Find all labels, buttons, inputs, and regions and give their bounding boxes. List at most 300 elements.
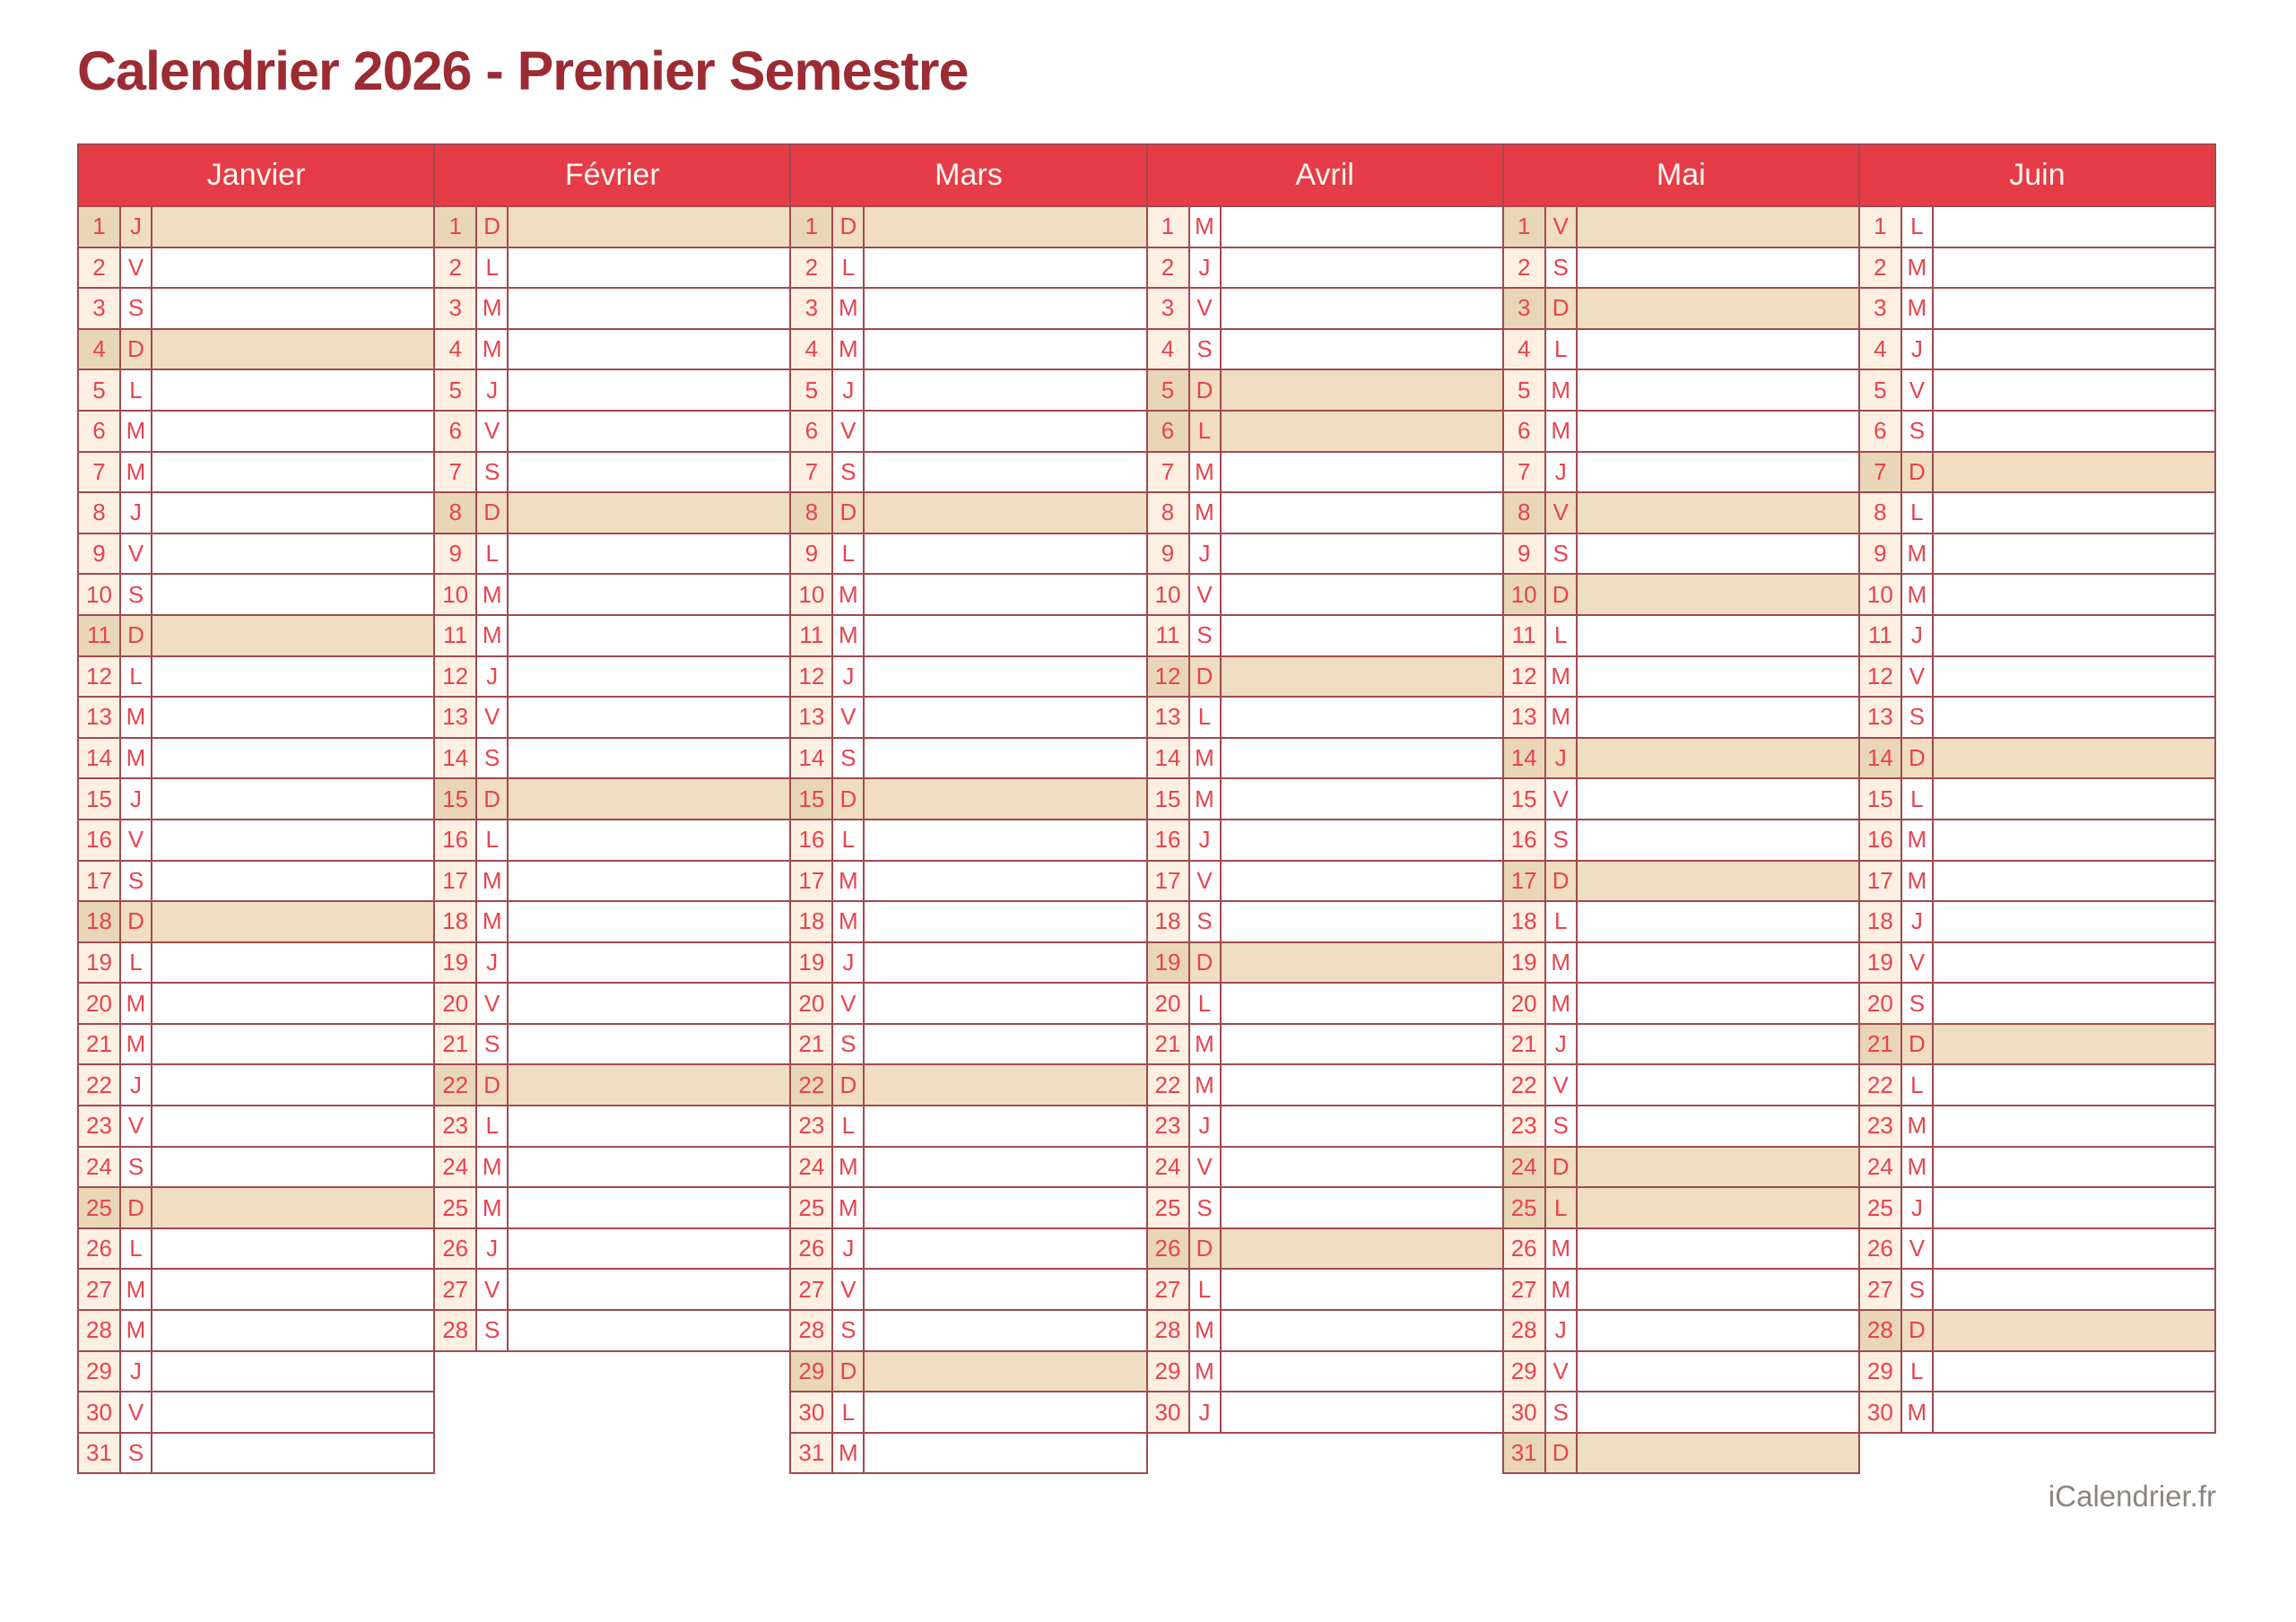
day-letter: M [121, 1311, 152, 1350]
day-letter: J [477, 370, 509, 410]
day-letter: M [833, 616, 865, 655]
day-row [79, 1268, 433, 1309]
day-number: 22 [1504, 1065, 1546, 1105]
day-letter: M [833, 1148, 865, 1187]
day-note [1934, 1106, 2214, 1146]
day-number: 31 [79, 1434, 121, 1473]
day-row [435, 533, 789, 574]
day-row [1860, 1309, 2214, 1350]
day-note [865, 248, 1145, 288]
day-letter: V [833, 698, 865, 737]
day-row [79, 860, 433, 901]
day-number: 1 [1504, 207, 1546, 247]
day-note [865, 1106, 1145, 1146]
day-row [435, 900, 789, 941]
day-note [1578, 1065, 1858, 1105]
day-number: 18 [1504, 902, 1546, 941]
day-note [1578, 1106, 1858, 1146]
day-letter: L [477, 820, 509, 860]
day-letter: M [1546, 943, 1578, 983]
day-row [791, 819, 1145, 860]
day-number: 10 [791, 575, 833, 614]
day-note [509, 289, 789, 328]
day-note [152, 739, 433, 778]
day-letter: D [1902, 1311, 1934, 1350]
day-number: 6 [1860, 412, 1902, 451]
day-letter: V [1546, 779, 1578, 819]
day-number: 3 [1504, 289, 1546, 328]
day-note [865, 1311, 1145, 1350]
day-letter: L [833, 820, 865, 860]
day-number: 12 [435, 657, 477, 697]
day-note [1578, 289, 1858, 328]
day-note [152, 248, 433, 288]
day-number: 5 [1504, 370, 1546, 410]
day-note [1578, 330, 1858, 369]
day-letter: L [477, 1106, 509, 1146]
day-note [865, 657, 1145, 697]
day-letter: S [477, 739, 509, 778]
day-number: 9 [1148, 534, 1190, 574]
day-note [865, 820, 1145, 860]
day-number: 13 [1148, 698, 1190, 737]
day-letter: L [833, 1392, 865, 1432]
day-letter: M [1902, 862, 1934, 901]
day-letter: M [1546, 657, 1578, 697]
day-note [509, 248, 789, 288]
day-number: 15 [791, 779, 833, 819]
day-row [1504, 205, 1858, 247]
day-letter: M [477, 902, 509, 941]
day-number: 7 [1860, 453, 1902, 492]
day-note [865, 1352, 1145, 1392]
day-number: 6 [791, 412, 833, 451]
day-note [1222, 862, 1502, 901]
day-number: 13 [79, 698, 121, 737]
day-note [509, 862, 789, 901]
day-letter: M [833, 1434, 865, 1473]
day-note [865, 1270, 1145, 1309]
day-row [1504, 451, 1858, 492]
day-note [1934, 820, 2214, 860]
day-number: 2 [435, 248, 477, 288]
day-note [1578, 1392, 1858, 1432]
day-letter: M [477, 575, 509, 614]
day-row [1860, 655, 2214, 697]
day-row [1504, 737, 1858, 778]
day-row [1504, 491, 1858, 533]
day-row [1504, 328, 1858, 369]
day-row [1504, 941, 1858, 983]
day-letter: L [121, 1229, 152, 1269]
day-note [865, 330, 1145, 369]
day-letter: M [1190, 207, 1222, 247]
day-row [1504, 1432, 1858, 1473]
day-number: 29 [791, 1352, 833, 1392]
day-number: 7 [1504, 453, 1546, 492]
day-letter: D [1190, 370, 1222, 410]
day-letter: L [1546, 616, 1578, 655]
day-note [509, 1270, 789, 1309]
day-note [152, 657, 433, 697]
day-note [1578, 370, 1858, 410]
day-number: 7 [79, 453, 121, 492]
day-row [791, 410, 1145, 451]
day-row [1504, 1063, 1858, 1105]
day-letter: M [1902, 575, 1934, 614]
day-note [152, 330, 433, 369]
day-row [1860, 614, 2214, 655]
day-letter: M [833, 862, 865, 901]
day-note [152, 207, 433, 247]
day-note [865, 1148, 1145, 1187]
day-number: 25 [79, 1188, 121, 1227]
day-number: 25 [791, 1188, 833, 1227]
day-note [1222, 330, 1502, 369]
day-note [1578, 862, 1858, 901]
day-number: 2 [1148, 248, 1190, 288]
day-row [79, 737, 433, 778]
day-row [1860, 573, 2214, 614]
day-row [1504, 860, 1858, 901]
day-number: 11 [791, 616, 833, 655]
day-note [1578, 412, 1858, 451]
day-letter: L [1902, 1065, 1934, 1105]
day-row [791, 1432, 1145, 1473]
day-letter: D [121, 902, 152, 941]
day-note [1222, 493, 1502, 533]
day-number: 21 [791, 1025, 833, 1064]
day-letter: M [1190, 1311, 1222, 1350]
day-row [791, 614, 1145, 655]
day-letter: M [121, 412, 152, 451]
day-number: 17 [79, 862, 121, 901]
day-letter: S [1190, 330, 1222, 369]
day-number: 20 [791, 984, 833, 1023]
day-number: 10 [435, 575, 477, 614]
day-letter: L [1546, 1188, 1578, 1227]
day-letter: S [1546, 1106, 1578, 1146]
day-number: 20 [435, 984, 477, 1023]
day-note [1578, 902, 1858, 941]
day-letter: M [1190, 1025, 1222, 1064]
day-row [79, 533, 433, 574]
day-note [509, 453, 789, 492]
day-row [435, 1105, 789, 1146]
day-number: 20 [1148, 984, 1190, 1023]
day-note [509, 1148, 789, 1187]
day-row [791, 1391, 1145, 1432]
day-letter: V [121, 820, 152, 860]
day-row [1504, 1391, 1858, 1432]
day-note [509, 1188, 789, 1227]
day-number: 5 [1148, 370, 1190, 410]
day-number: 24 [1860, 1148, 1902, 1187]
day-note [1222, 575, 1502, 614]
day-number: 27 [79, 1270, 121, 1309]
day-letter: S [121, 862, 152, 901]
day-row [1504, 247, 1858, 288]
day-row [1148, 941, 1502, 983]
day-note [509, 1311, 789, 1350]
day-letter: M [1902, 534, 1934, 574]
day-note [152, 534, 433, 574]
day-note [152, 370, 433, 410]
day-number: 19 [1504, 943, 1546, 983]
day-row [1148, 1063, 1502, 1105]
day-row [791, 737, 1145, 778]
day-row [791, 1227, 1145, 1269]
day-letter: V [1190, 1148, 1222, 1187]
footer-brand-link[interactable]: iCalendrier.fr [2048, 1479, 2216, 1513]
day-letter: M [1902, 820, 1934, 860]
day-row [1148, 573, 1502, 614]
day-row [79, 369, 433, 410]
day-row [1504, 533, 1858, 574]
day-letter: M [121, 984, 152, 1023]
day-note [152, 1065, 433, 1105]
day-letter: V [833, 412, 865, 451]
day-letter: L [1902, 779, 1934, 819]
day-row [1148, 1391, 1502, 1432]
day-note [1934, 862, 2214, 901]
day-note [1222, 902, 1502, 941]
day-number: 12 [79, 657, 121, 697]
day-note [1934, 984, 2214, 1023]
day-row [791, 1186, 1145, 1227]
day-number: 1 [791, 207, 833, 247]
day-letter: M [1902, 289, 1934, 328]
day-letter: J [477, 943, 509, 983]
day-number: 19 [1860, 943, 1902, 983]
day-row [79, 410, 433, 451]
day-row [1504, 614, 1858, 655]
day-note [152, 289, 433, 328]
day-number: 20 [1504, 984, 1546, 1023]
day-letter: L [1546, 330, 1578, 369]
day-note [1934, 1270, 2214, 1309]
day-letter: S [1190, 1188, 1222, 1227]
day-letter: M [1546, 698, 1578, 737]
day-row [79, 205, 433, 247]
day-letter: M [1902, 248, 1934, 288]
day-letter: M [1190, 1065, 1222, 1105]
day-note [865, 1065, 1145, 1105]
day-number: 22 [79, 1065, 121, 1105]
day-letter: M [833, 1188, 865, 1227]
day-note [152, 1188, 433, 1227]
day-row [1504, 1268, 1858, 1309]
day-letter: D [1546, 575, 1578, 614]
day-letter: M [121, 1270, 152, 1309]
day-row [1148, 1309, 1502, 1350]
day-row [1148, 205, 1502, 247]
day-number: 26 [435, 1229, 477, 1269]
day-row [1504, 655, 1858, 697]
day-row [791, 860, 1145, 901]
day-number: 26 [1504, 1229, 1546, 1269]
day-row [79, 900, 433, 941]
day-number: 25 [1504, 1188, 1546, 1227]
day-number: 19 [435, 943, 477, 983]
day-note [1934, 943, 2214, 983]
day-row [1860, 1350, 2214, 1392]
day-number: 17 [435, 862, 477, 901]
day-row [1148, 777, 1502, 819]
day-letter: L [121, 657, 152, 697]
day-row [1504, 900, 1858, 941]
day-row [791, 982, 1145, 1023]
day-number: 8 [435, 493, 477, 533]
day-letter: V [121, 534, 152, 574]
day-note [152, 1148, 433, 1187]
day-note [1934, 616, 2214, 655]
day-letter: L [1190, 412, 1222, 451]
day-letter: S [833, 1025, 865, 1064]
day-letter: D [1546, 1148, 1578, 1187]
day-note [152, 1352, 433, 1392]
day-note [509, 1025, 789, 1064]
day-row [435, 328, 789, 369]
day-note [1222, 412, 1502, 451]
day-row [1860, 982, 2214, 1023]
day-note [1934, 207, 2214, 247]
day-note [1934, 657, 2214, 697]
day-number: 11 [1860, 616, 1902, 655]
day-note [509, 657, 789, 697]
day-letter: J [1190, 1392, 1222, 1432]
day-number: 5 [79, 370, 121, 410]
day-letter: S [1546, 248, 1578, 288]
day-number: 21 [435, 1025, 477, 1064]
day-number: 9 [79, 534, 121, 574]
day-number: 1 [79, 207, 121, 247]
day-row [79, 247, 433, 288]
day-number: 29 [1148, 1352, 1190, 1392]
day-number: 23 [1504, 1106, 1546, 1146]
day-row [1148, 655, 1502, 697]
day-row [1860, 1063, 2214, 1105]
day-letter: V [477, 412, 509, 451]
day-row [791, 205, 1145, 247]
day-note [509, 412, 789, 451]
day-row [1504, 1105, 1858, 1146]
day-letter: M [121, 698, 152, 737]
day-row [1148, 328, 1502, 369]
day-note [1222, 779, 1502, 819]
day-note [1578, 1352, 1858, 1392]
day-number: 28 [791, 1311, 833, 1350]
day-note [509, 1229, 789, 1269]
day-note [152, 1434, 433, 1473]
day-note [1222, 289, 1502, 328]
day-letter: D [1546, 289, 1578, 328]
day-number: 23 [435, 1106, 477, 1146]
day-letter: L [477, 534, 509, 574]
day-note [1934, 453, 2214, 492]
day-note [152, 779, 433, 819]
day-row [1148, 696, 1502, 737]
day-number: 4 [435, 330, 477, 369]
day-number: 23 [791, 1106, 833, 1146]
day-number: 18 [791, 902, 833, 941]
day-note [1934, 1229, 2214, 1269]
day-note [1578, 1229, 1858, 1269]
day-row [1860, 533, 2214, 574]
day-row [1148, 819, 1502, 860]
day-note [152, 1106, 433, 1146]
day-note [152, 453, 433, 492]
day-number: 14 [791, 739, 833, 778]
day-letter: M [1546, 412, 1578, 451]
day-number: 6 [79, 412, 121, 451]
day-row [435, 982, 789, 1023]
day-note [1222, 739, 1502, 778]
day-row [1148, 1350, 1502, 1392]
day-row [435, 1227, 789, 1269]
day-letter: V [1546, 207, 1578, 247]
day-note [509, 575, 789, 614]
day-note [152, 575, 433, 614]
day-letter: D [1546, 862, 1578, 901]
day-letter: L [121, 943, 152, 983]
day-number: 16 [79, 820, 121, 860]
day-row [79, 1227, 433, 1269]
day-letter: V [1190, 862, 1222, 901]
day-number: 15 [79, 779, 121, 819]
day-row [1860, 287, 2214, 328]
day-number: 14 [1504, 739, 1546, 778]
day-note [1222, 1188, 1502, 1227]
day-letter: J [1190, 820, 1222, 860]
day-note [865, 1434, 1145, 1473]
day-row [435, 737, 789, 778]
day-note [1578, 1270, 1858, 1309]
day-letter: V [833, 984, 865, 1023]
day-number: 30 [1860, 1392, 1902, 1432]
day-number: 19 [79, 943, 121, 983]
day-number: 24 [79, 1148, 121, 1187]
day-number: 1 [1148, 207, 1190, 247]
day-number: 22 [1860, 1065, 1902, 1105]
day-row [79, 614, 433, 655]
day-letter: S [121, 289, 152, 328]
day-row [79, 696, 433, 737]
day-letter: M [1546, 1270, 1578, 1309]
day-note [509, 207, 789, 247]
day-row [791, 777, 1145, 819]
day-letter: J [833, 370, 865, 410]
day-number: 10 [1148, 575, 1190, 614]
day-note [1578, 698, 1858, 737]
day-note [865, 534, 1145, 574]
day-letter: J [477, 657, 509, 697]
day-letter: J [1190, 248, 1222, 288]
day-letter: L [1190, 698, 1222, 737]
day-row [79, 451, 433, 492]
day-note [1222, 943, 1502, 983]
day-letter: S [1190, 616, 1222, 655]
day-number: 27 [1148, 1270, 1190, 1309]
day-number: 12 [1148, 657, 1190, 697]
day-note [1222, 1229, 1502, 1269]
day-row [1148, 1227, 1502, 1269]
day-row [1860, 900, 2214, 941]
day-note [1222, 370, 1502, 410]
day-note [1934, 330, 2214, 369]
day-row [79, 328, 433, 369]
day-row [791, 491, 1145, 533]
